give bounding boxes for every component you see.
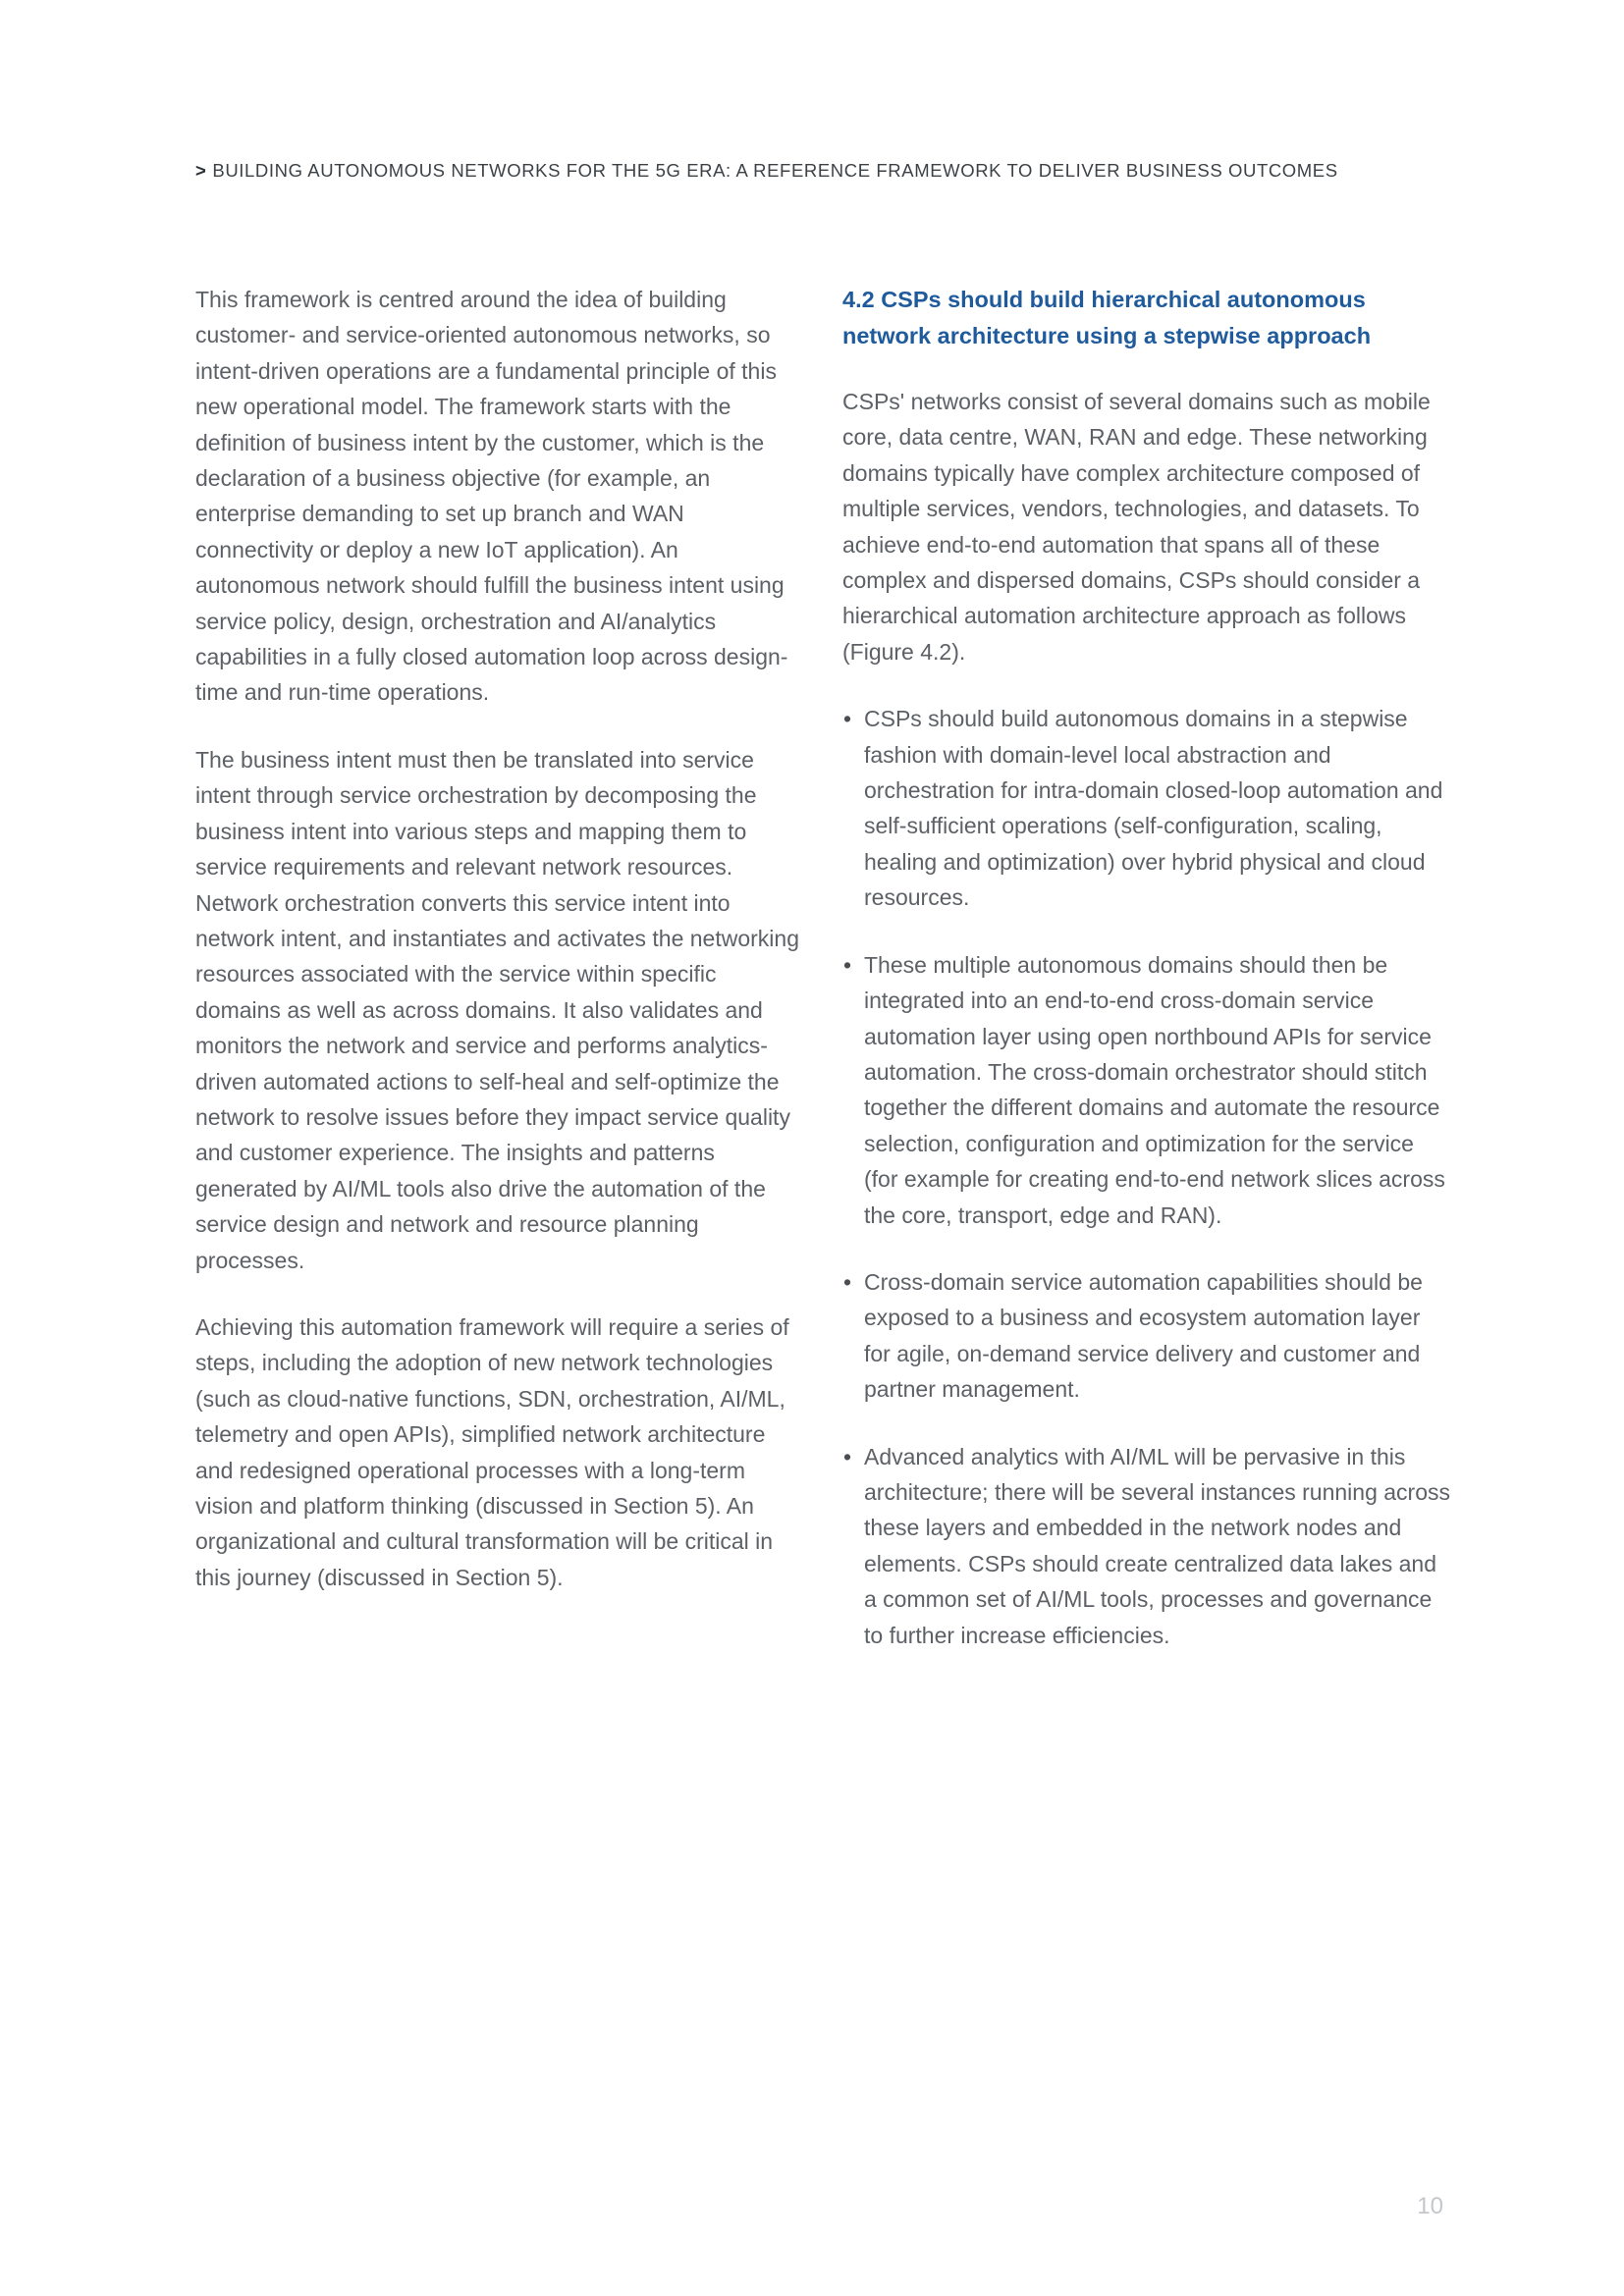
left-column [195,282,804,1627]
page-number: 10 [1417,2193,1443,2219]
list-item [842,701,1451,915]
running-header-title: BUILDING AUTONOMOUS NETWORKS FOR THE 5G ERA: A REFERENCE FRAMEWORK TO DELIVER BUSINESS OUTCOMES [212,160,1338,181]
body-paragraph: This framework is centred around the idea of building customer- and service-oriented autonomous networks, so intent-driven operations are a fundamental principle of this new operational model. The framework starts with the definition of business intent by the customer, which is the declaration of a business objective (for example, an enterprise demanding to set up branch and WAN connectivity or deploy a new IoT application). An autonomous network should fulfill the business intent using service policy, design, orchestration and AI/analytics capabilities in a fully closed automation loop across design-time and run-time operations. [195,287,788,706]
bullet-icon: • [843,1268,852,1295]
bullet-icon: • [843,706,852,732]
bullet-icon: • [843,1443,852,1469]
chevron-right-icon: > [195,160,207,181]
list-item-text: Advanced analytics with AI/ML will be pervasive in this architecture; there will be several instances running across these layers and embedded in the network nodes and elements. CSPs should create centralized data lakes and a common set of AI/ML tools, processes and governance to further increase efficiencies. [864,1443,1451,1648]
list-item [842,1439,1451,1653]
running-header [195,160,1472,182]
bullet-icon: • [843,951,852,978]
body-paragraph: The business intent must then be translated into service intent through service orchestration by decomposing the business intent into various steps and mapping them to service requirements and relevant network resources. Network orchestration converts this service intent into network intent, and instantiates and activates the networking resources associated with the service within specific domains as well as across domains. It also validates and monitors the network and service and performs analytics-driven automated actions to self-heal and self-optimize the network to resolve issues before they impact service quality and customer experience. The insights and patterns generated by AI/ML tools also drive the automation of the service design and network and resource planning processes. [195,746,799,1273]
intro-paragraph: CSPs' networks consist of several domains such as mobile core, data centre, WAN, RAN and edge. These networking domains typically have complex architecture composed of multiple services, vendors, technologies, and datasets. To achieve end-to-end automation that spans all of these complex and dispersed domains, CSPs should consider a hierarchical automation architecture approach as follows (Figure 4.2). [842,389,1431,665]
list-item-text: Cross-domain service automation capabilities should be exposed to a business and ecosystem automation layer for agile, on-demand service delivery and customer and partner management. [864,1268,1423,1403]
list-item-text: CSPs should build autonomous domains in a stepwise fashion with domain-level local abstraction and orchestration for intra-domain closed-loop automation and self-sufficient operations (self-configuration, scaling, healing and optimization) over hybrid physical and cloud resources. [864,706,1443,911]
list-item [842,947,1451,1233]
list-item-text: These multiple autonomous domains should then be integrated into an end-to-end cross-domain service automation layer using open northbound APIs for service automation. The cross-domain orchestrator should stitch together the different domains and automate the resource selection, configuration and optimization for the service (for example for creating end-to-end network slices across the core, transport, edge and RAN). [864,951,1445,1228]
bullet-list [842,701,1451,1653]
right-column [842,282,1451,1684]
section-heading: 4.2 CSPs should build hierarchical autonomous network architecture using a stepwise approach [842,287,1372,348]
list-item [842,1264,1451,1408]
body-paragraph: Achieving this automation framework will require a series of steps, including the adoption of new network technologies (such as cloud-native functions, SDN, orchestration, AI/ML, telemetry and open APIs), simplified network architecture and redesigned operational processes with a long-term vision and platform thinking (discussed in Section 5). An organizational and cultural transformation will be critical in this journey (discussed in Section 5). [195,1313,789,1590]
